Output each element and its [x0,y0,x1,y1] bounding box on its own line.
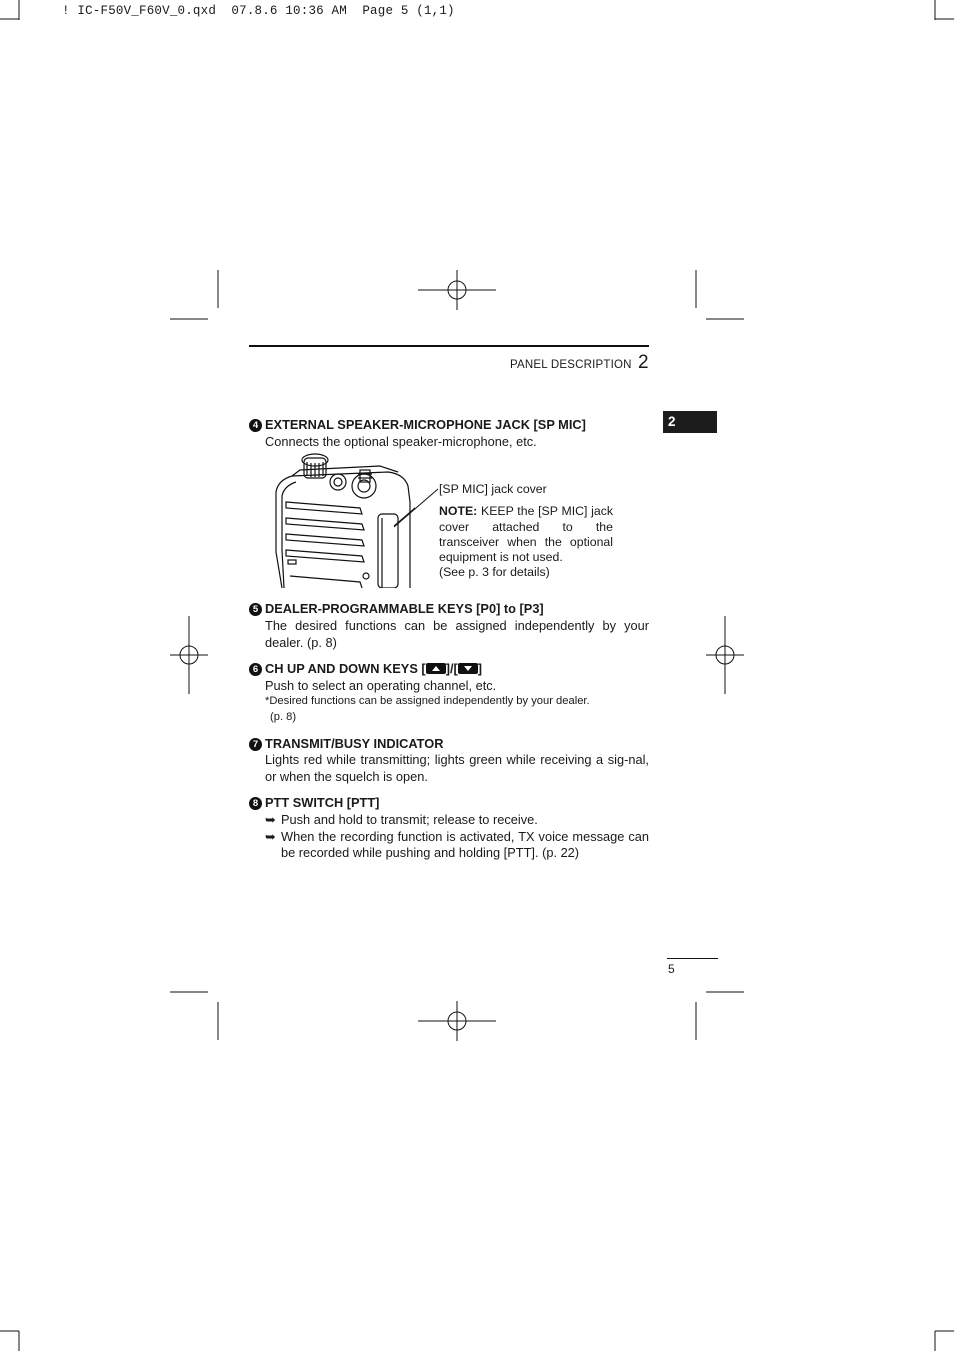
callout-note: NOTE: KEEP the [SP MIC] jack cover attached to the transceiver when the optional equipment is not used. [439,504,613,565]
section-number-badge: 6 [249,663,262,676]
section-6-note: *Desired functions can be assigned independently by your dealer. [265,695,590,707]
section-8-title: 8 PTT SWITCH [PTT] [249,795,379,810]
section-5-body: The desired functions can be assigned independently by your dealer. (p. 8) [265,618,649,650]
section-number-badge: 8 [249,797,262,810]
ch-up-key-icon [426,663,446,674]
list-item: ➥ Push and hold to transmit; release to receive. [265,812,538,827]
list-item: ➥ When the recording function is activated, TX voice message can be recorded while pushing and holding [PTT]. (p. 22) [265,828,649,860]
section-number-badge: 5 [249,603,262,616]
header-title: PANEL DESCRIPTION [510,359,632,371]
arrow-bullet-icon: ➥ [265,812,276,827]
section-number-badge: 7 [249,738,262,751]
ch-down-key-icon [458,663,478,674]
chapter-tab: 2 [663,411,717,433]
section-4-title: 4 EXTERNAL SPEAKER-MICROPHONE JACK [SP MIC] [249,417,586,432]
section-6-body: Push to select an operating channel, etc. [265,678,497,693]
callout-see-ref: (See p. 3 for details) [439,565,550,580]
page-number-rule [667,958,718,959]
section-6-note-ref: (p. 8) [270,711,297,723]
section-5-title: 5 DEALER-PROGRAMMABLE KEYS [P0] to [P3] [249,601,544,616]
section-7-body: Lights red while transmitting; lights green while receiving a sig-nal, or when the squelch is open. [265,752,649,784]
page-number: 5 [668,962,675,976]
file-slug: ! IC-F50V_F60V_0.qxd 07.8.6 10:36 AM Page 5 (1,1) [62,4,455,18]
section-number-badge: 4 [249,419,262,432]
callout-label: [SP MIC] jack cover [439,482,547,496]
header-chapter-number: 2 [638,352,649,373]
callout-leader [390,485,440,530]
header-rule [249,345,649,347]
section-6-title: 6 CH UP AND DOWN KEYS [ ]/[ ] [249,661,482,676]
section-4-body: Connects the optional speaker-microphone, etc. [265,434,537,449]
arrow-bullet-icon: ➥ [265,828,276,844]
section-8-bullets [265,812,649,862]
section-7-title: 7 TRANSMIT/BUSY INDICATOR [249,736,443,751]
figure-callout [439,482,613,581]
